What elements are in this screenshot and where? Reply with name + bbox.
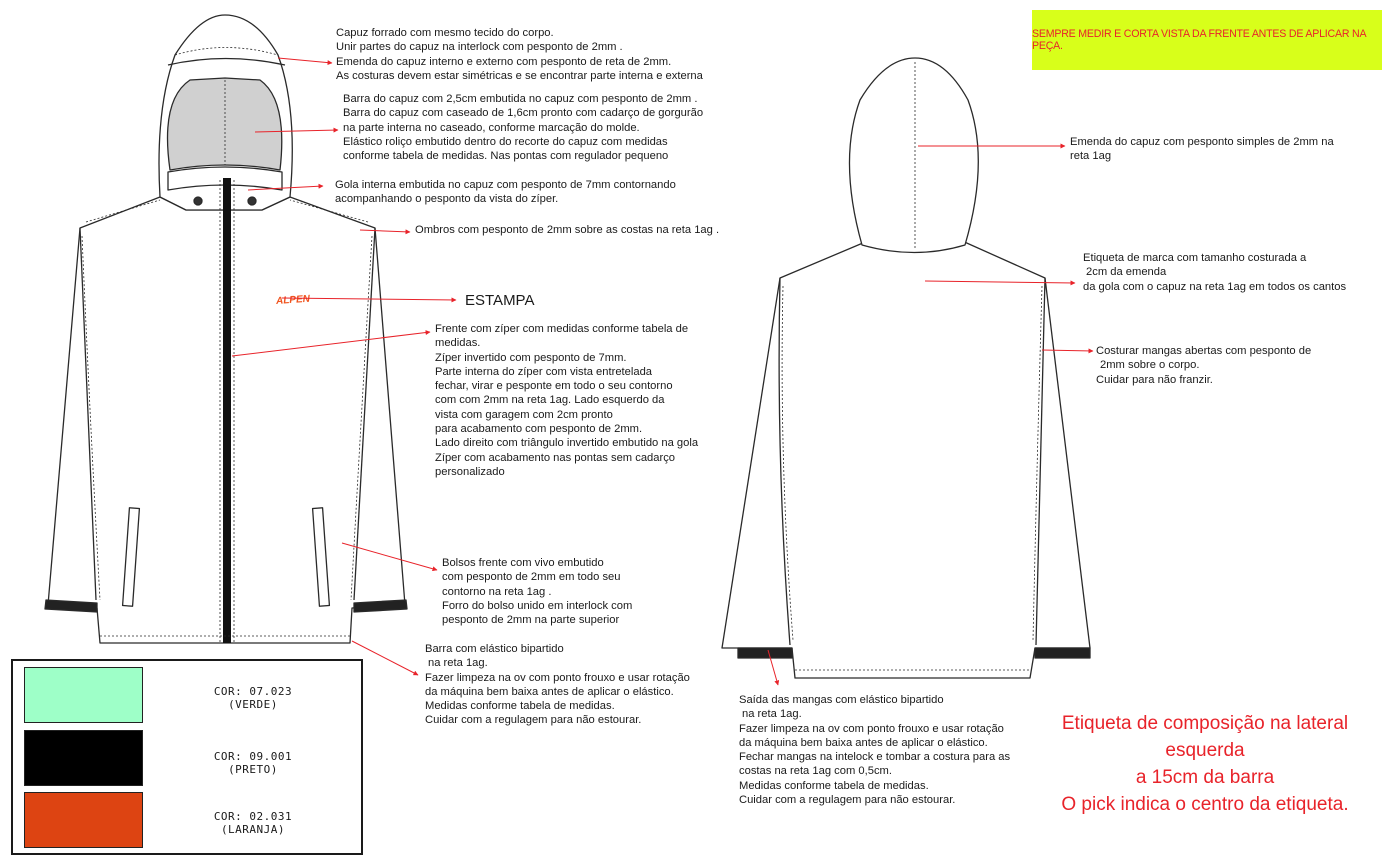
swatch-laranja [24,792,143,848]
swatch-label-laranja: COR: 02.031 (LARANJA) [213,810,293,836]
note-pockets: Bolsos frente com vivo embutido com pesponto de 2mm em todo seu contorno na reta 1ag . Forro do bolso unido em interlock com pesponto de 2mm na parte superior [442,557,633,627]
warning-banner: SEMPRE MEDIR E CORTA VISTA DA FRENTE ANTES DE APLICAR NA PEÇA. [1032,10,1382,70]
note-brand-label: Etiqueta de marca com tamanho costurada a 2cm da emenda da gola com o capuz na reta 1ag em todos os cantos [1083,252,1347,293]
swatch-verde [24,667,143,723]
zipper [223,178,231,643]
note-zipper: Frente com zíper com medidas conforme tabela de medidas. Zíper invertido com pesponto de 7mm. Parte interna do zíper com vista entretelada fechar, virar e pesponte em todo o seu contorno com com 2mm na reta 1ag. Lado esquerdo da vista com garagem com 2cm pronto para acabamento com pesponto de 2mm. Lado direito com triângulo invertido embutido na gola Zíper com acabamento nas pontas sem cadarço personalizado [435,323,699,478]
note-collar: Gola interna embutida no capuz com pesponto de 7mm contornando acompanhando o pesponto da vista do zíper. [335,179,676,206]
note-hood: Capuz forrado com mesmo tecido do corpo. Unir partes do capuz na interlock com pesponto de 2mm . Emenda do capuz interno e externo com pesponto de reta de 2mm. As costuras devem estar simétricas e se encontrar parte interna e externa [336,27,703,82]
note-cuffs: Saída das mangas com elástico bipartido na reta 1ag. Fazer limpeza na ov com ponto frouxo e usar rotação da máquina bem baixa antes de aplicar o elástico. Fechar mangas na intelock e tombar a costura para as costas na reta 1ag com 0,5cm. Medidas conforme tabela de medidas. Cuidar com a regulagem para não estourar. [739,694,1011,807]
composition-note: Etiqueta de composição na lateral esquerda a 15cm da barra O pick indica o centro da etiqueta. [1061,713,1349,815]
color-swatch-panel [11,659,363,855]
swatch-preto [24,730,143,786]
back-hood [849,58,978,253]
swatch-label-verde: COR: 07.023 (VERDE) [213,685,293,711]
back-body [722,240,1090,678]
note-back-hood-seam: Emenda do capuz com pesponto simples de 2mm na reta 1ag [1070,136,1334,163]
note-hood-hem: Barra do capuz com 2,5cm embutida no capuz com pesponto de 2mm . Barra do capuz com caseado de 1,6cm pronto com cadarço de gorgurão na parte interna no caseado, conforme marcação do molde. Elástico roliço embutido dentro do recorte do capuz com medidas conforme tabela de medidas. Nas pontas com regulador pequeno [343,93,704,163]
back-jacket-drawing [722,58,1090,678]
estampa-label: ESTAMPA [465,292,535,309]
note-hem: Barra com elástico bipartido na reta 1ag. Fazer limpeza na ov com ponto frouxo e usar rotação da máquina bem baixa antes de aplicar o elástico. Medidas conforme tabela de medidas. Cuidar com a regulagem para não estourar. [425,643,690,727]
note-shoulders: Ombros com pesponto de 2mm sobre as costas na reta 1ag . [415,224,720,236]
brand-print: ALPEN [275,293,311,307]
swatch-label-preto: COR: 09.001 (PRETO) [213,750,293,776]
note-sleeves: Costurar mangas abertas com pesponto de 2mm sobre o corpo. Cuidar para não franzir. [1096,345,1312,386]
